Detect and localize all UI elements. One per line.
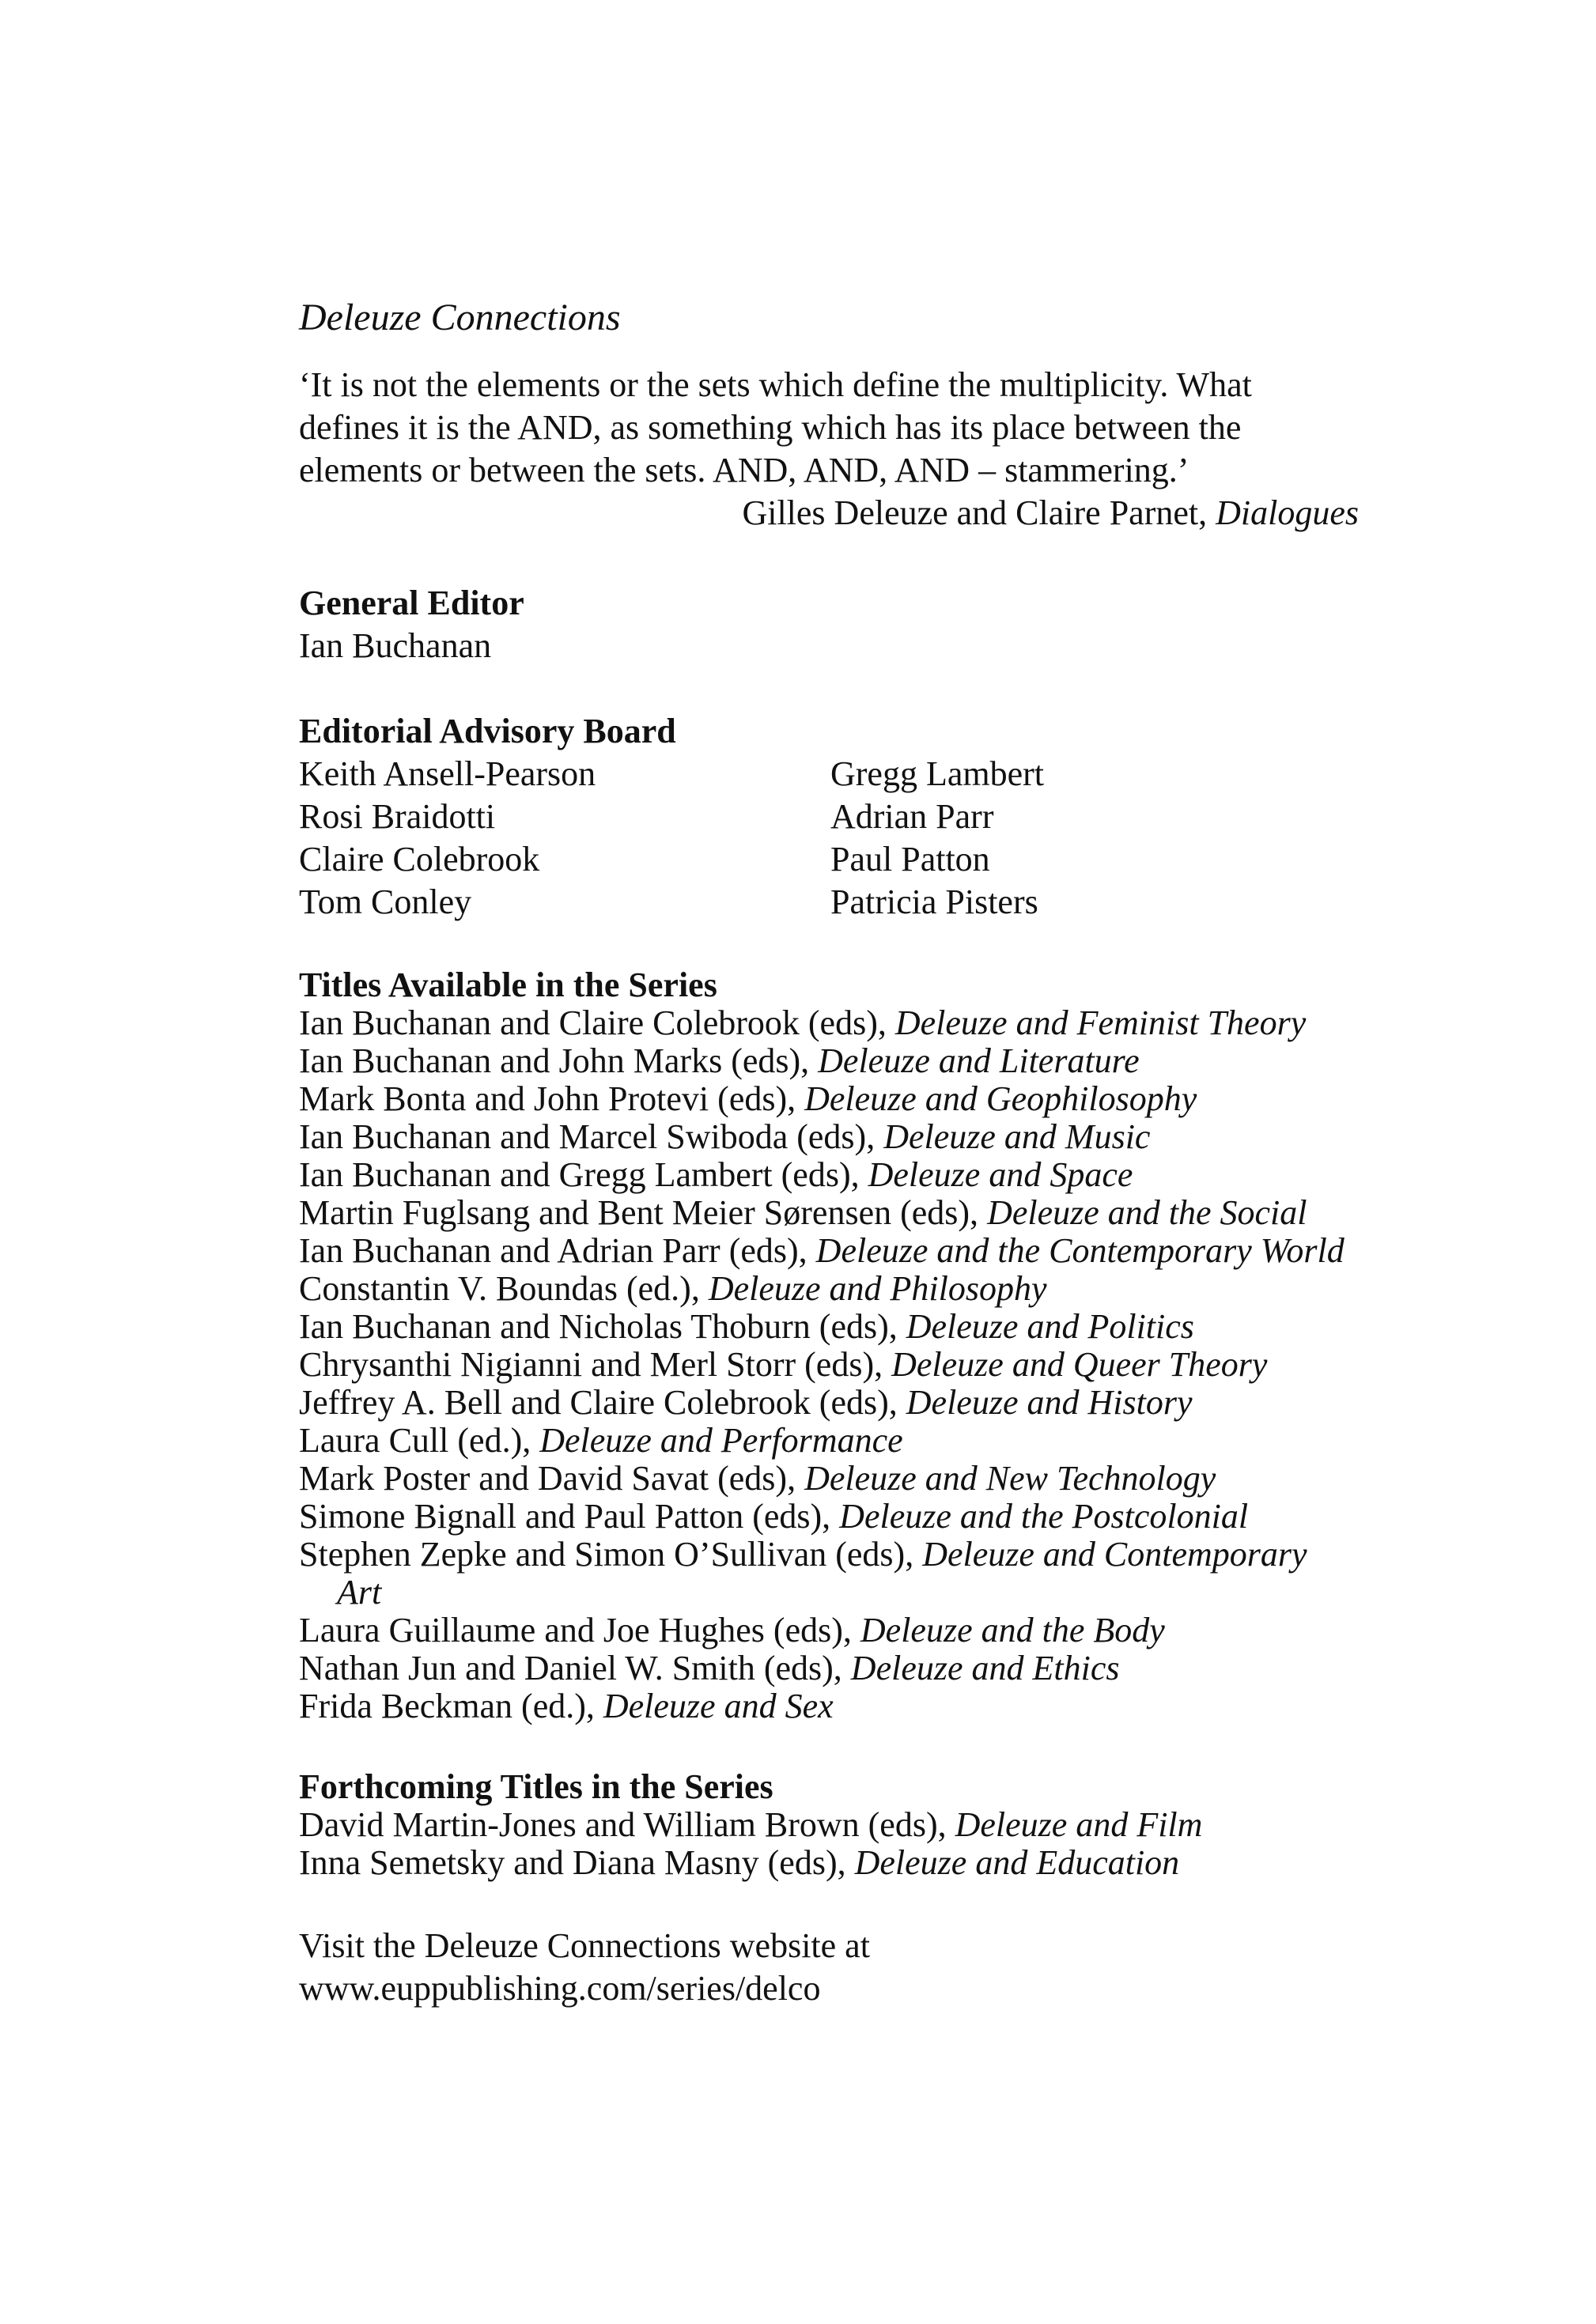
- series-page: [299, 293, 1359, 2010]
- website-section: [299, 1925, 1359, 2010]
- website-intro: Visit the Deleuze Connections website at: [299, 1926, 870, 1965]
- attribution-work: Dialogues: [1216, 493, 1359, 532]
- title-editors: Stephen Zepke and Simon O’Sullivan (eds),: [299, 1535, 923, 1574]
- book-title: Deleuze and Education: [854, 1843, 1180, 1882]
- advisory-board-grid: [299, 753, 1359, 924]
- title-editors: Frida Beckman (ed.),: [299, 1687, 603, 1725]
- book-title: Deleuze and Performance: [539, 1421, 903, 1460]
- board-member: Rosi Braidotti: [299, 797, 496, 836]
- title-editors: Ian Buchanan and Marcel Swiboda (eds),: [299, 1117, 884, 1156]
- epigraph-line: ‘It is not the elements or the sets which define the multiplicity. What: [299, 365, 1252, 404]
- website-url[interactable]: www.euppublishing.com/series/delco: [299, 1969, 821, 2008]
- general-editor-section: [299, 582, 1359, 667]
- title-editors: Ian Buchanan and Adrian Parr (eds),: [299, 1231, 816, 1270]
- series-title: Deleuze Connections: [299, 297, 621, 338]
- epigraph: [299, 364, 1359, 535]
- title-entry: [299, 1194, 1359, 1232]
- title-editors: Laura Guillaume and Joe Hughes (eds),: [299, 1611, 860, 1649]
- title-entry: [299, 1232, 1359, 1270]
- available-titles-section: [299, 966, 1359, 1725]
- title-entry: [299, 1080, 1359, 1118]
- title-editors: Martin Fuglsang and Bent Meier Sørensen (eds),: [299, 1193, 988, 1232]
- advisory-board-section: [299, 710, 1359, 924]
- title-editors: Constantin V. Boundas (ed.),: [299, 1269, 709, 1308]
- book-title: Deleuze and Literature: [818, 1041, 1140, 1080]
- general-editor-name: Ian Buchanan: [299, 626, 492, 665]
- forthcoming-titles-heading: Forthcoming Titles in the Series: [299, 1767, 773, 1806]
- book-title: Deleuze and Sex: [603, 1687, 834, 1725]
- title-editors: David Martin-Jones and William Brown (eds),: [299, 1805, 955, 1844]
- title-entry: [299, 1844, 1359, 1882]
- title-entry: [299, 1422, 1359, 1460]
- book-title: Deleuze and New Technology: [804, 1459, 1216, 1498]
- available-titles-list: [299, 1004, 1359, 1725]
- epigraph-attribution: [299, 492, 1359, 535]
- title-entry: [299, 1687, 1359, 1725]
- title-editors: Ian Buchanan and Claire Colebrook (eds),: [299, 1003, 895, 1042]
- title-editors: Ian Buchanan and Gregg Lambert (eds),: [299, 1155, 868, 1194]
- epigraph-line: defines it is the AND, as something which has its place between the: [299, 408, 1242, 447]
- board-member: Gregg Lambert: [830, 754, 1044, 793]
- title-entry: [299, 1118, 1359, 1156]
- forthcoming-titles-section: [299, 1768, 1359, 1882]
- book-title: Deleuze and Queer Theory: [891, 1345, 1268, 1384]
- title-entry: [299, 1042, 1359, 1080]
- book-title: Deleuze and the Social: [987, 1193, 1307, 1232]
- book-title: Deleuze and Philosophy: [708, 1269, 1047, 1308]
- book-title: Deleuze and Feminist Theory: [894, 1003, 1307, 1042]
- title-editors: Simone Bignall and Paul Patton (eds),: [299, 1497, 840, 1536]
- title-entry: [299, 1498, 1359, 1536]
- general-editor-heading: General Editor: [299, 584, 524, 622]
- title-editors: Jeffrey A. Bell and Claire Colebrook (eds),: [299, 1383, 906, 1422]
- title-entry: [299, 1346, 1359, 1384]
- title-entry: [299, 1004, 1359, 1042]
- book-title: Deleuze and the Contemporary World: [815, 1231, 1344, 1270]
- board-member: Paul Patton: [830, 840, 990, 879]
- book-title: Deleuze and History: [906, 1383, 1193, 1422]
- epigraph-line: elements or between the sets. AND, AND, AND – stammering.’: [299, 451, 1189, 489]
- book-title: Deleuze and Politics: [906, 1307, 1194, 1346]
- title-entry: [299, 1460, 1359, 1498]
- forthcoming-titles-list: [299, 1806, 1359, 1882]
- title-editors: Chrysanthi Nigianni and Merl Storr (eds),: [299, 1345, 892, 1384]
- title-editors: Mark Poster and David Savat (eds),: [299, 1459, 805, 1498]
- title-editors: Inna Semetsky and Diana Masny (eds),: [299, 1843, 855, 1882]
- advisory-board-heading: Editorial Advisory Board: [299, 712, 676, 750]
- board-member: Tom Conley: [299, 882, 472, 921]
- book-title: Deleuze and Ethics: [850, 1649, 1120, 1687]
- title-entry: [299, 1308, 1359, 1346]
- book-title: Deleuze and Contemporary Art: [337, 1535, 1307, 1612]
- title-editors: Ian Buchanan and Nicholas Thoburn (eds),: [299, 1307, 906, 1346]
- available-titles-heading: Titles Available in the Series: [299, 965, 717, 1004]
- book-title: Deleuze and the Body: [860, 1611, 1165, 1649]
- title-entry: [299, 1384, 1359, 1422]
- board-member: Patricia Pisters: [830, 882, 1038, 921]
- title-entry: [299, 1270, 1359, 1308]
- title-editors: Mark Bonta and John Protevi (eds),: [299, 1079, 805, 1118]
- title-entry: [299, 1806, 1359, 1844]
- board-member: Keith Ansell-Pearson: [299, 754, 596, 793]
- title-editors: Ian Buchanan and John Marks (eds),: [299, 1041, 819, 1080]
- title-editors: Nathan Jun and Daniel W. Smith (eds),: [299, 1649, 851, 1687]
- title-entry: [299, 1156, 1359, 1194]
- title-entry: [299, 1536, 1359, 1612]
- book-title: Deleuze and the Postcolonial: [839, 1497, 1249, 1536]
- book-title: Deleuze and Music: [883, 1117, 1151, 1156]
- book-title: Deleuze and Film: [955, 1805, 1203, 1844]
- book-title: Deleuze and Geophilosophy: [804, 1079, 1197, 1118]
- board-member: Claire Colebrook: [299, 840, 540, 879]
- title-entry: [299, 1612, 1359, 1649]
- title-entry: [299, 1649, 1359, 1687]
- attribution-authors: Gilles Deleuze and Claire Parnet,: [742, 493, 1216, 532]
- board-member: Adrian Parr: [830, 797, 994, 836]
- book-title: Deleuze and Space: [868, 1155, 1133, 1194]
- title-editors: Laura Cull (ed.),: [299, 1421, 540, 1460]
